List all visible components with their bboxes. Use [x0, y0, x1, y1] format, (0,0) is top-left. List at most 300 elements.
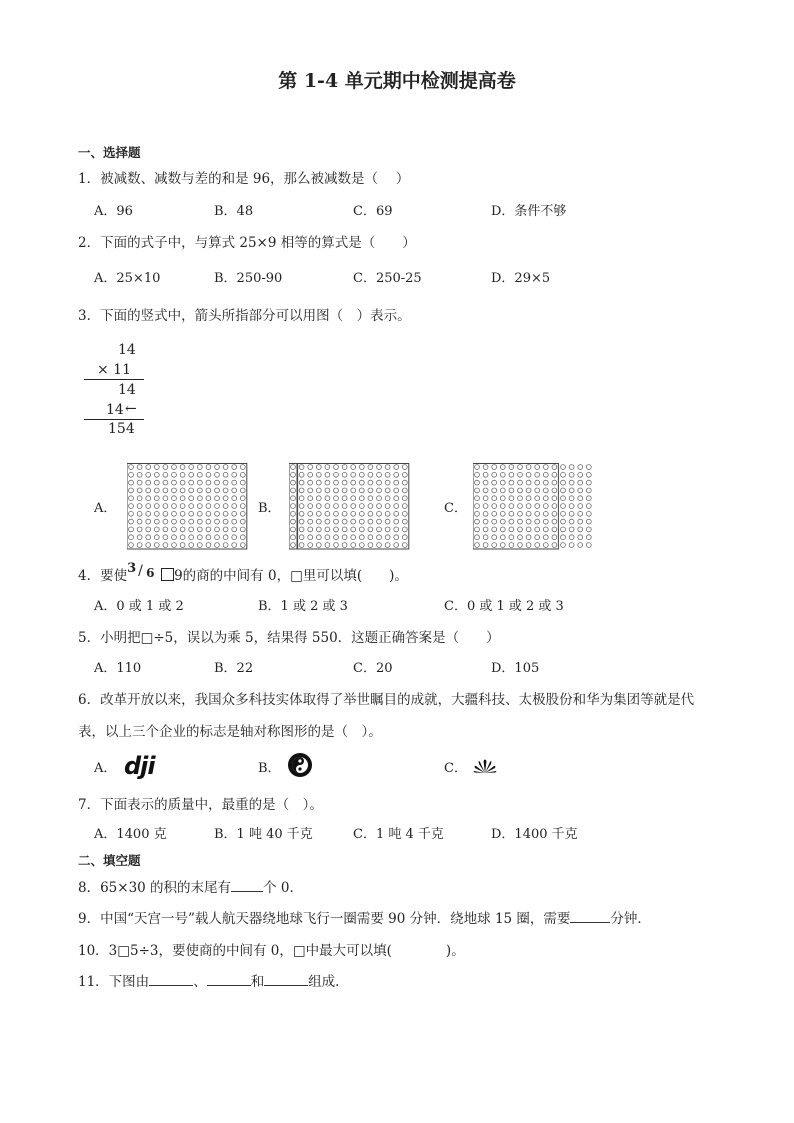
grid-dot [586, 527, 591, 532]
grid-dot [543, 511, 548, 516]
grid-dot [394, 504, 399, 509]
grid-dot [316, 543, 321, 548]
arrow-left-icon: ← [125, 401, 137, 417]
grid-dot [483, 527, 488, 532]
vm-line-2 [84, 419, 144, 420]
grid-dot [368, 480, 373, 485]
grid-dot [586, 519, 591, 524]
grid-dot [543, 519, 548, 524]
grid-dot [509, 511, 514, 516]
q6-option-a: A． [94, 761, 117, 776]
grid-dot [291, 543, 296, 548]
grid-dot [232, 496, 237, 501]
grid-dot [394, 535, 399, 540]
grid-dot [543, 504, 548, 509]
taiji-logo-icon [286, 752, 314, 782]
grid-dot [291, 527, 296, 532]
grid-dot [291, 511, 296, 516]
grid-dot [215, 535, 220, 540]
grid-dot [223, 504, 228, 509]
grid-dot [359, 543, 364, 548]
grid-dot [137, 519, 142, 524]
grid-dot [586, 488, 591, 493]
grid-dot [561, 488, 566, 493]
grid-dot [206, 527, 211, 532]
grid-dot [316, 527, 321, 532]
grid-dot [359, 504, 364, 509]
grid-dot [535, 527, 540, 532]
grid-dot [137, 480, 142, 485]
grid-dot [500, 504, 505, 509]
grid-dot [351, 543, 356, 548]
grid-dot [206, 543, 211, 548]
grid-dot [154, 480, 159, 485]
grid-dot [500, 535, 505, 540]
grid-dot [586, 480, 591, 485]
grid-dot [215, 488, 220, 493]
q4-option-b: B．1 或 2 或 3 [258, 599, 348, 614]
grid-dot [291, 504, 296, 509]
vm-partial-1: 14 [118, 382, 136, 398]
grid-dot [385, 465, 390, 470]
grid-dot [316, 480, 321, 485]
grid-dot [240, 504, 245, 509]
grid-dot [377, 488, 382, 493]
grid-dot [325, 543, 330, 548]
grid-dot [492, 504, 497, 509]
q7-option-d: D．1400 千克 [491, 827, 578, 842]
q4-option-c: C．0 或 1 或 2 或 3 [444, 599, 564, 614]
grid-dot [291, 488, 296, 493]
grid-dot [509, 480, 514, 485]
grid-dot [197, 472, 202, 477]
grid-dot [385, 488, 390, 493]
grid-dot [189, 527, 194, 532]
grid-dot [223, 535, 228, 540]
grid-dot [299, 519, 304, 524]
q8-prefix: 8．65×30 的积的末尾有 [78, 880, 232, 896]
grid-dot [552, 488, 557, 493]
grid-dot [351, 527, 356, 532]
grid-dot [535, 511, 540, 516]
q10-prefix: 10．3□5÷3，要使商的中间有 0，□中最大可以填( [78, 943, 392, 959]
grid-dot [351, 511, 356, 516]
grid-dot [129, 488, 134, 493]
grid-dot [569, 488, 574, 493]
question-1: 1．被减数、减数与差的和是 96，那么被减数是（ ） [78, 171, 410, 187]
q1-option-d: D．条件不够 [491, 204, 567, 219]
grid-dot [163, 511, 168, 516]
grid-dot [586, 504, 591, 509]
grid-dot [578, 527, 583, 532]
grid-dot [172, 535, 177, 540]
grid-dot [232, 488, 237, 493]
grid-dot [377, 535, 382, 540]
grid-dot [223, 465, 228, 470]
grid-dot [232, 511, 237, 516]
grid-dot [475, 488, 480, 493]
grid-dot [334, 504, 339, 509]
grid-dot [377, 504, 382, 509]
grid-dot [240, 496, 245, 501]
grid-dot [394, 465, 399, 470]
grid-dot [552, 527, 557, 532]
grid-dot [526, 480, 531, 485]
dji-logo-icon: dji [124, 752, 155, 780]
question-10 [78, 939, 465, 959]
grid-dot [334, 527, 339, 532]
grid-dot [394, 480, 399, 485]
grid-dot [146, 488, 151, 493]
grid-dot [492, 496, 497, 501]
grid-dot [299, 496, 304, 501]
q3-option-c: C． [444, 501, 467, 516]
grid-dot [561, 527, 566, 532]
grid-dot [232, 527, 237, 532]
grid-dot [492, 543, 497, 548]
grid-dot [569, 472, 574, 477]
grid-dot [172, 543, 177, 548]
grid-dot [492, 527, 497, 532]
grid-dot [483, 543, 488, 548]
grid-dot [359, 511, 364, 516]
grid-dot [569, 511, 574, 516]
grid-dot [146, 480, 151, 485]
grid-dot [385, 535, 390, 540]
grid-dot [172, 527, 177, 532]
grid-dot [561, 465, 566, 470]
grid-dot [197, 488, 202, 493]
grid-dot [359, 480, 364, 485]
grid-dot [475, 496, 480, 501]
grid-dot [325, 472, 330, 477]
grid-dot [299, 535, 304, 540]
grid-dot [518, 511, 523, 516]
grid-dot [500, 511, 505, 516]
grid-dot [223, 511, 228, 516]
grid-dot [137, 472, 142, 477]
question-2: 2．下面的式子中，与算式 25×9 相等的算式是（ ） [78, 235, 416, 251]
grid-dot [154, 472, 159, 477]
grid-dot [586, 535, 591, 540]
grid-dot [206, 480, 211, 485]
grid-dot [342, 472, 347, 477]
grid-dot [172, 496, 177, 501]
grid-dot [535, 504, 540, 509]
q2-option-d: D．29×5 [491, 271, 551, 286]
grid-dot [154, 465, 159, 470]
grid-dot [509, 543, 514, 548]
grid-dot [129, 519, 134, 524]
grid-dot [334, 472, 339, 477]
grid-dot [492, 519, 497, 524]
grid-dot [368, 511, 373, 516]
grid-dot [308, 511, 313, 516]
grid-dot [308, 535, 313, 540]
grid-dot [299, 472, 304, 477]
grid-dot [137, 496, 142, 501]
grid-dot [137, 527, 142, 532]
grid-dot [189, 519, 194, 524]
grid-dot [394, 488, 399, 493]
grid-dot [543, 543, 548, 548]
grid-dot [334, 465, 339, 470]
grid-dot [483, 511, 488, 516]
question-8 [78, 876, 303, 896]
grid-dot [377, 472, 382, 477]
grid-dot [368, 543, 373, 548]
grid-dot [342, 535, 347, 540]
grid-dot [394, 527, 399, 532]
q7-option-a: A．1400 克 [94, 827, 167, 842]
grid-dot [475, 504, 480, 509]
question-4 [78, 561, 408, 584]
grid-dot [535, 480, 540, 485]
grid-dot [223, 543, 228, 548]
grid-dot [137, 504, 142, 509]
grid-dot [197, 511, 202, 516]
grid-dot [172, 519, 177, 524]
grid-dot [351, 472, 356, 477]
q4-suffix: 9的商的中间有 0，□里可以填( )。 [174, 568, 408, 584]
grid-dot [240, 472, 245, 477]
grid-dot [402, 535, 407, 540]
grid-dot [518, 488, 523, 493]
grid-dot [180, 519, 185, 524]
grid-dot [509, 535, 514, 540]
grid-dot [308, 527, 313, 532]
grid-dot [569, 504, 574, 509]
grid-dot [385, 511, 390, 516]
q5-option-b: B．22 [214, 661, 254, 676]
grid-dot [483, 465, 488, 470]
grid-dot [223, 472, 228, 477]
q9-prefix: 9．中国“天宫一号”载人航天器绕地球飞行一圈需要 90 分钟．绕地球 15 圈，需要 [78, 911, 571, 927]
grid-dot [492, 511, 497, 516]
grid-dot [402, 511, 407, 516]
grid-dot [402, 527, 407, 532]
answer-blank[interactable] [207, 972, 251, 986]
q4-option-a: A．0 或 1 或 2 [94, 599, 184, 614]
grid-dot [578, 488, 583, 493]
grid-dot [215, 504, 220, 509]
question-6-line-1: 6．改革开放以来，我国众多科技实体取得了举世瞩目的成就，大疆科技、太极股份和华为集团等就是代 [78, 692, 695, 708]
question-3: 3．下面的竖式中，箭头所指部分可以用图（ ）表示。 [78, 308, 411, 324]
question-5: 5．小明把□÷5，误以为乘 5，结果得 550．这题正确答案是（ ） [78, 630, 500, 646]
grid-dot [385, 504, 390, 509]
grid-dot [223, 519, 228, 524]
grid-dot [351, 535, 356, 540]
grid-dot [492, 480, 497, 485]
grid-dot [351, 519, 356, 524]
grid-dot [351, 488, 356, 493]
grid-dot [189, 496, 194, 501]
grid-dot [129, 504, 134, 509]
grid-dot [483, 472, 488, 477]
grid-dot [342, 519, 347, 524]
grid-dot [368, 472, 373, 477]
grid-dot [483, 496, 488, 501]
grid-dot [578, 465, 583, 470]
grid-dot [189, 472, 194, 477]
grid-dot [385, 480, 390, 485]
grid-dot [492, 472, 497, 477]
grid-dot [578, 511, 583, 516]
grid-dot [402, 472, 407, 477]
grid-dot [500, 472, 505, 477]
grid-dot [240, 527, 245, 532]
q6-option-c: C． [444, 761, 467, 776]
grid-dot [526, 465, 531, 470]
grid-dot [172, 511, 177, 516]
grid-dot [342, 504, 347, 509]
grid-dot [561, 496, 566, 501]
grid-dot [475, 535, 480, 540]
grid-dot [518, 535, 523, 540]
grid-dot [518, 504, 523, 509]
grid-dot [232, 480, 237, 485]
grid-dot [492, 488, 497, 493]
grid-dot [368, 527, 373, 532]
grid-dot [377, 496, 382, 501]
grid-dot [586, 511, 591, 516]
grid-dot [197, 496, 202, 501]
grid-dot [569, 465, 574, 470]
grid-dot [180, 504, 185, 509]
grid-dot [377, 527, 382, 532]
answer-blank[interactable] [570, 909, 610, 923]
grid-dot [154, 511, 159, 516]
grid-dot [180, 488, 185, 493]
grid-dot [154, 527, 159, 532]
grid-dot [500, 527, 505, 532]
grid-dot [569, 527, 574, 532]
grid-dot [475, 465, 480, 470]
grid-dot [189, 504, 194, 509]
grid-dot [129, 465, 134, 470]
section-heading-fill: 二、填空题 [78, 853, 141, 868]
grid-dot [368, 488, 373, 493]
grid-dot [215, 519, 220, 524]
grid-dot [368, 465, 373, 470]
grid-dot [509, 519, 514, 524]
grid-dot [368, 504, 373, 509]
grid-dot [543, 496, 548, 501]
grid-dot [163, 519, 168, 524]
grid-dot [291, 465, 296, 470]
vm-multiplier: × 11 [97, 362, 131, 378]
grid-dot [342, 527, 347, 532]
grid-dot [578, 519, 583, 524]
grid-dot [299, 527, 304, 532]
grid-dot [543, 480, 548, 485]
grid-dot [163, 543, 168, 548]
grid-dot [308, 504, 313, 509]
vm-multiplicand: 14 [118, 342, 136, 358]
grid-dot [552, 472, 557, 477]
q7-option-c: C．1 吨 4 千克 [353, 827, 444, 842]
grid-dot [146, 511, 151, 516]
grid-dot [291, 472, 296, 477]
grid-dot [291, 480, 296, 485]
highlight-rect [298, 464, 409, 550]
grid-dot [334, 519, 339, 524]
grid-dot [569, 480, 574, 485]
grid-dot [197, 504, 202, 509]
answer-blank[interactable] [264, 972, 308, 986]
grid-dot [535, 472, 540, 477]
dot-grid-svg [289, 463, 411, 551]
grid-dot [325, 527, 330, 532]
grid-dot [385, 543, 390, 548]
grid-dot [518, 527, 523, 532]
grid-dot [146, 504, 151, 509]
grid-dot [342, 496, 347, 501]
grid-dot [483, 480, 488, 485]
grid-dot [342, 488, 347, 493]
grid-dot [526, 511, 531, 516]
grid-dot [518, 496, 523, 501]
grid-dot [189, 480, 194, 485]
grid-dot [146, 496, 151, 501]
answer-blank[interactable] [231, 878, 263, 892]
grid-dot [232, 519, 237, 524]
grid-dot [509, 465, 514, 470]
q9-suffix: 分钟． [610, 911, 651, 927]
q5-option-a: A．110 [94, 661, 142, 676]
answer-blank[interactable] [149, 972, 193, 986]
grid-dot [359, 488, 364, 493]
grid-dot [154, 496, 159, 501]
blank-box-icon [161, 568, 174, 581]
grid-dot [215, 527, 220, 532]
grid-dot [180, 480, 185, 485]
grid-dot [509, 504, 514, 509]
q10-suffix: )。 [445, 943, 465, 959]
grid-dot [325, 511, 330, 516]
q11-prefix: 11．下图由 [78, 974, 150, 990]
grid-dot [299, 480, 304, 485]
grid-dot [483, 519, 488, 524]
q3-option-b: B． [258, 501, 281, 516]
grid-dot [316, 535, 321, 540]
grid-dot [561, 519, 566, 524]
grid-dot [316, 472, 321, 477]
grid-dot [509, 496, 514, 501]
grid-dot [146, 543, 151, 548]
q2-option-b: B．250-90 [214, 271, 283, 286]
grid-dot [129, 535, 134, 540]
grid-dot [197, 519, 202, 524]
highlight-rect [127, 464, 247, 550]
grid-dot [535, 519, 540, 524]
grid-dot [223, 488, 228, 493]
grid-dot [316, 511, 321, 516]
grid-dot [475, 543, 480, 548]
grid-dot [180, 472, 185, 477]
q2-option-a: A．25×10 [94, 271, 161, 286]
grid-dot [197, 527, 202, 532]
q8-suffix: 个 0． [263, 880, 303, 896]
grid-dot [518, 472, 523, 477]
grid-dot [509, 488, 514, 493]
grid-dot [543, 527, 548, 532]
grid-dot [129, 543, 134, 548]
vm-line-1 [84, 379, 144, 380]
grid-dot [223, 496, 228, 501]
grid-dot [518, 480, 523, 485]
grid-dot [308, 480, 313, 485]
